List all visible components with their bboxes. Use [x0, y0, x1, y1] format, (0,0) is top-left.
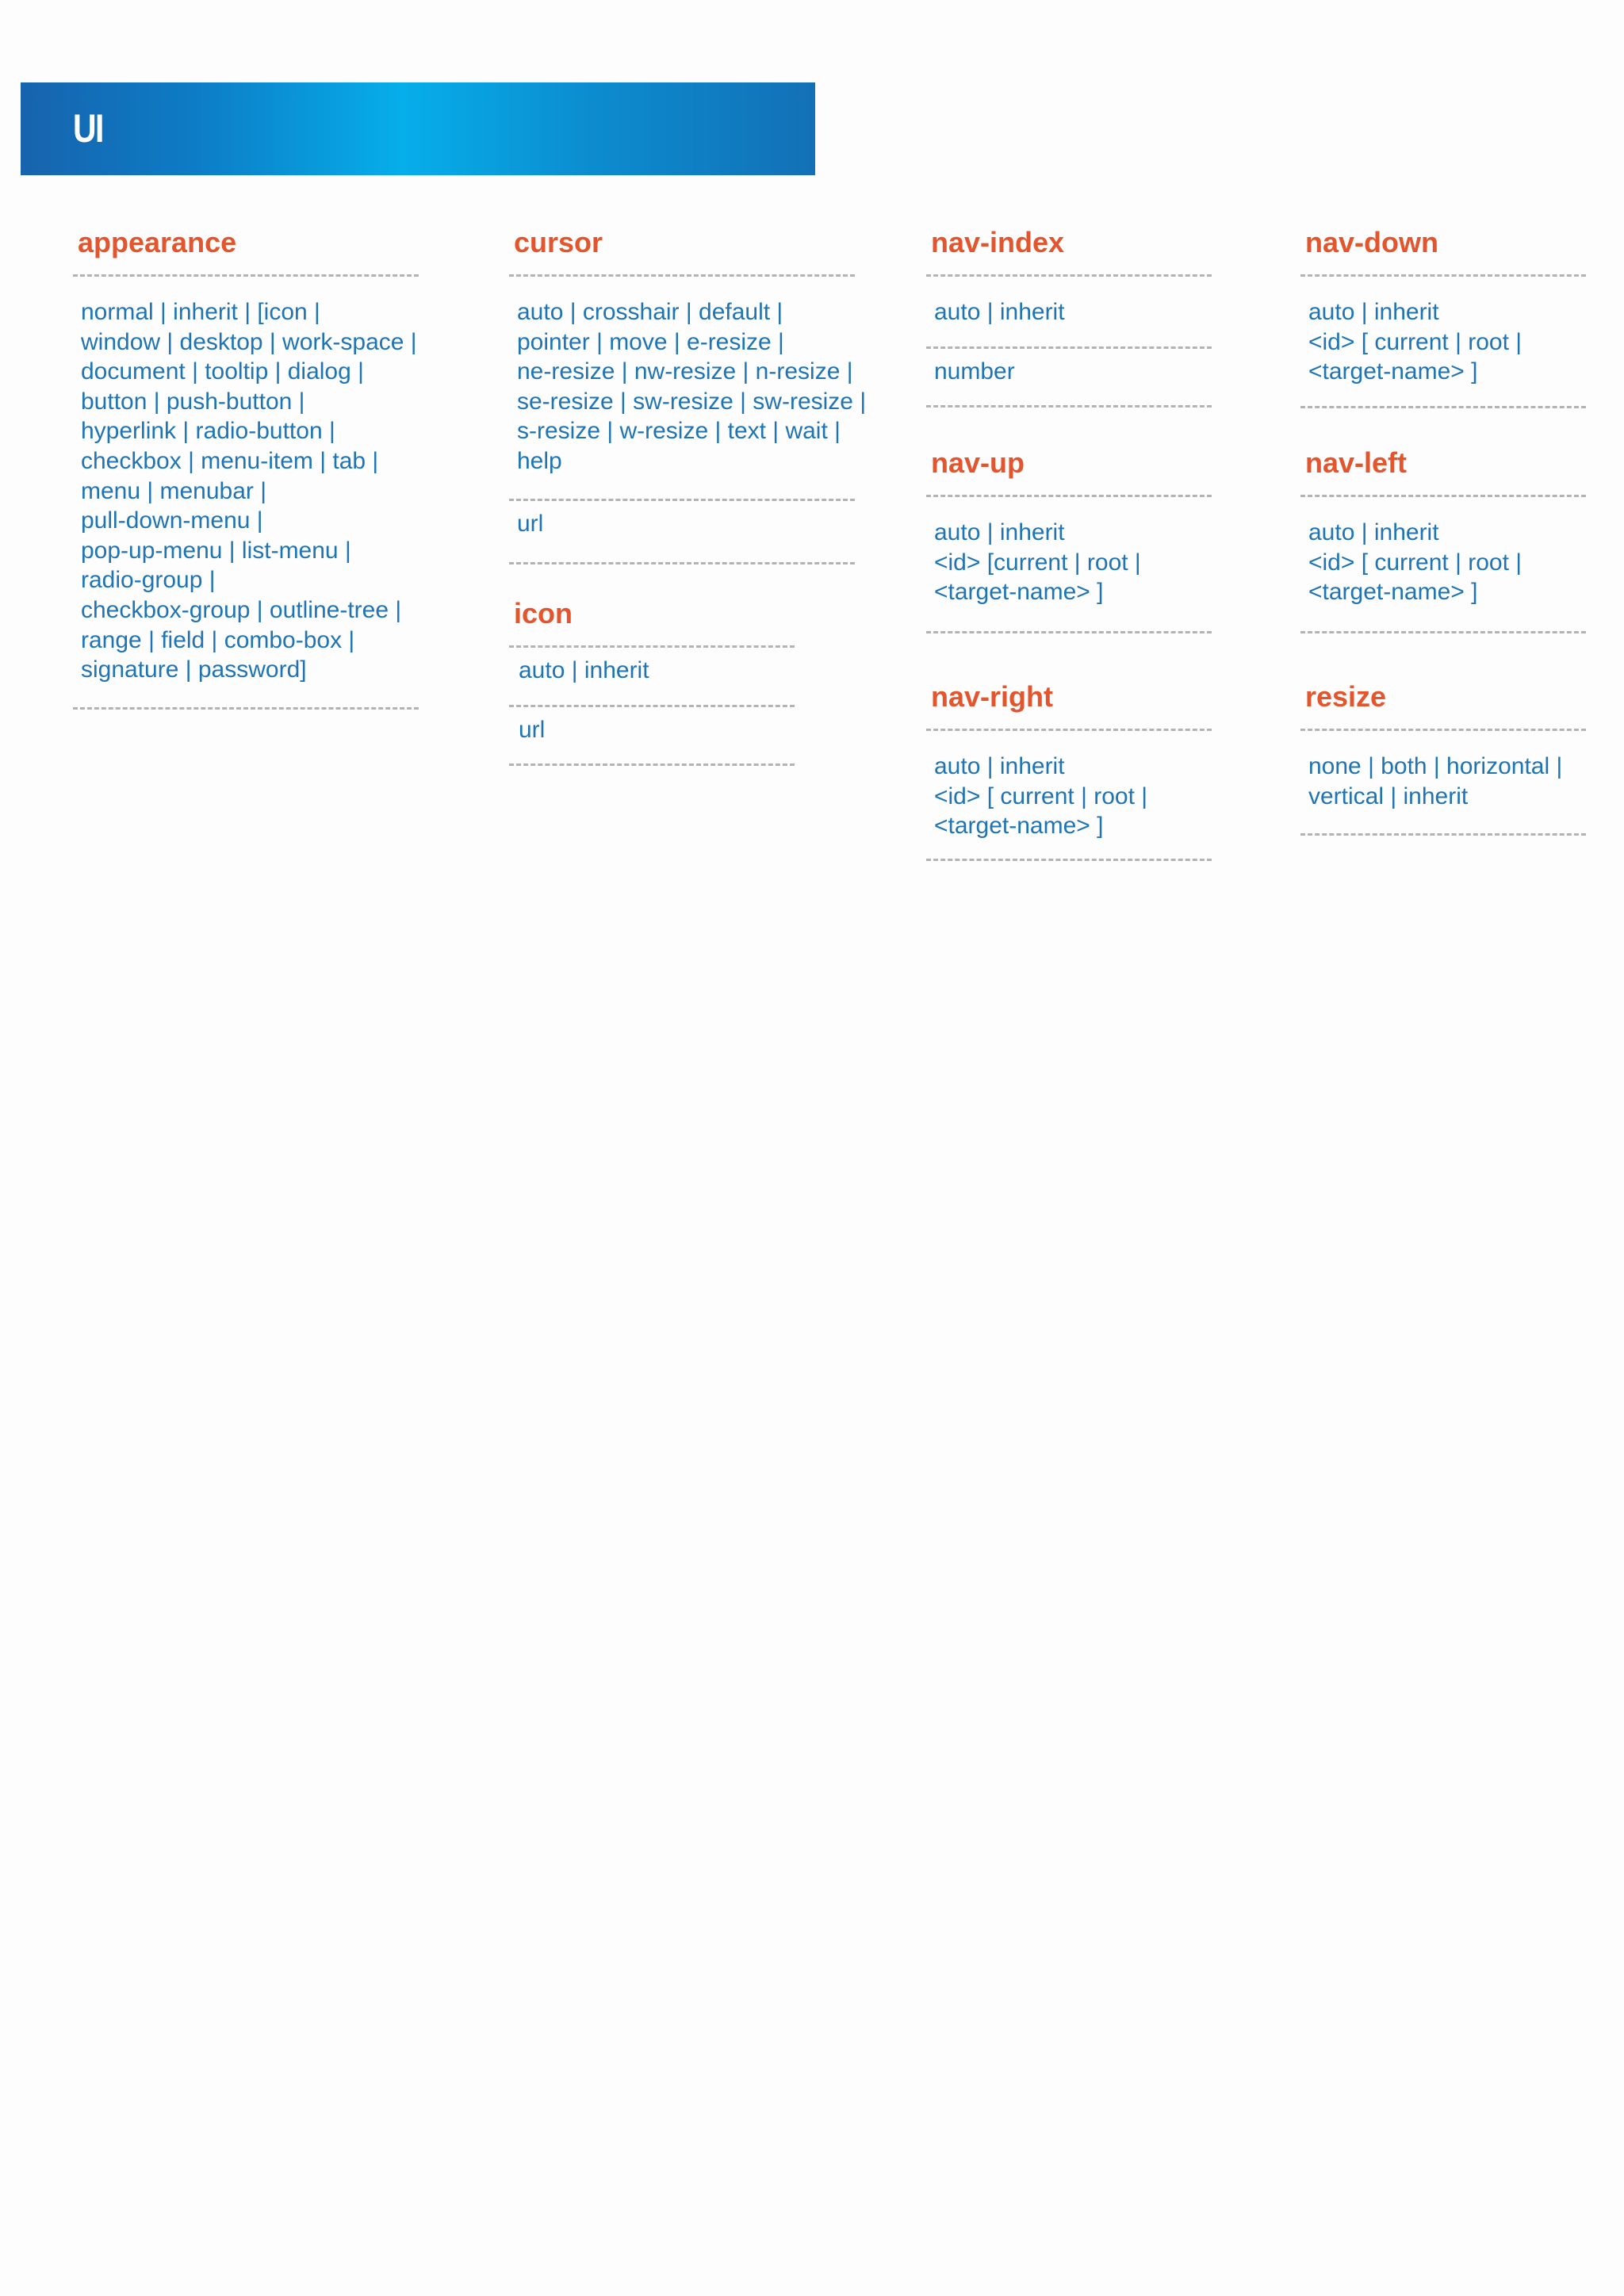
divider [926, 859, 1212, 861]
prop-title-icon: icon [514, 597, 573, 629]
prop-nav-up [926, 446, 1212, 633]
value-line: signature | password] [81, 656, 307, 683]
value-line: <target-name> ] [1308, 358, 1478, 385]
value-line: auto | inherit [1308, 519, 1439, 545]
prop-title-nav-right: nav-right [931, 680, 1054, 713]
value-line: <id> [ current | root | [934, 783, 1148, 809]
divider [1300, 729, 1586, 731]
value-line: <target-name> ] [1308, 579, 1478, 606]
value-line: auto | inherit [519, 657, 649, 683]
value-line: url [519, 716, 546, 743]
value-line: window | desktop | work-space | [81, 328, 417, 355]
value-line: se-resize | sw-resize | sw-resize | [517, 388, 867, 415]
section-title: UI [73, 106, 103, 151]
values-nav-down [1308, 297, 1586, 387]
value-line: auto | inherit [934, 519, 1065, 545]
prop-appearance [73, 225, 419, 710]
value-line: <id> [ current | root | [1308, 328, 1522, 355]
value-line: pop-up-menu | list-menu | [81, 537, 351, 564]
value-line: checkbox | menu-item | tab | [81, 447, 379, 474]
value-line: number [934, 358, 1015, 385]
prop-title-appearance: appearance [78, 226, 237, 258]
values-cursor [517, 297, 867, 476]
values-appearance [81, 297, 419, 685]
value-line: <id> [current | root | [934, 549, 1141, 576]
divider [1300, 495, 1586, 497]
divider [509, 499, 855, 501]
value-line: url [517, 510, 544, 537]
value-line: auto | inherit [934, 299, 1065, 325]
divider [1300, 274, 1586, 277]
value-line: pointer | move | e-resize | [517, 328, 784, 355]
value-line: auto | inherit [934, 753, 1065, 779]
values-icon-url [519, 715, 795, 745]
prop-title-nav-up: nav-up [931, 446, 1025, 479]
divider [1300, 631, 1586, 633]
values-cursor-url [517, 509, 855, 539]
divider [926, 346, 1212, 349]
value-line: <id> [ current | root | [1308, 549, 1522, 576]
prop-title-nav-left: nav-left [1305, 446, 1408, 479]
values-nav-up [934, 518, 1212, 607]
value-line: none | both | horizontal | [1308, 753, 1563, 779]
values-icon [519, 656, 795, 686]
values-nav-index-number [934, 357, 1212, 387]
value-line: checkbox-group | outline-tree | [81, 596, 402, 623]
prop-nav-down [1300, 225, 1586, 408]
divider [509, 763, 795, 766]
divider [926, 631, 1212, 633]
divider [509, 645, 795, 648]
value-line: range | field | combo-box | [81, 626, 355, 653]
prop-nav-left [1300, 446, 1586, 633]
value-line: normal | inherit | [icon | [81, 299, 320, 325]
divider [73, 707, 419, 710]
divider [1300, 406, 1586, 408]
divider [926, 274, 1212, 277]
prop-resize [1300, 679, 1586, 836]
prop-title-nav-index: nav-index [931, 226, 1065, 258]
section-banner [21, 82, 815, 175]
value-line: <target-name> ] [934, 579, 1104, 606]
prop-cursor [509, 225, 867, 564]
values-nav-index [934, 297, 1212, 327]
value-line: hyperlink | radio-button | [81, 418, 335, 445]
value-line: auto | crosshair | default | [517, 299, 783, 325]
values-nav-left [1308, 518, 1586, 607]
divider [926, 495, 1212, 497]
value-line: pull-down-menu | [81, 507, 263, 534]
divider [926, 405, 1212, 408]
prop-title-nav-down: nav-down [1305, 226, 1438, 258]
prop-nav-right [926, 679, 1212, 861]
value-line: s-resize | w-resize | text | wait | [517, 418, 841, 445]
values-resize [1308, 752, 1586, 811]
divider [509, 705, 795, 707]
value-line: radio-group | [81, 567, 216, 594]
prop-title-resize: resize [1305, 680, 1387, 713]
value-line: auto | inherit [1308, 299, 1439, 325]
value-line: button | push-button | [81, 388, 305, 415]
divider [509, 274, 855, 277]
value-line: document | tooltip | dialog | [81, 358, 364, 385]
divider [73, 274, 419, 277]
divider [509, 562, 855, 564]
value-line: vertical | inherit [1308, 783, 1469, 809]
value-line: help [517, 447, 562, 474]
divider [1300, 833, 1586, 836]
values-nav-right [934, 752, 1212, 841]
divider [926, 729, 1212, 731]
prop-icon [509, 596, 795, 766]
value-line: <target-name> ] [934, 813, 1104, 840]
value-line: menu | menubar | [81, 477, 267, 504]
prop-nav-index [926, 225, 1212, 408]
value-line: ne-resize | nw-resize | n-resize | [517, 358, 853, 385]
prop-title-cursor: cursor [514, 226, 603, 258]
